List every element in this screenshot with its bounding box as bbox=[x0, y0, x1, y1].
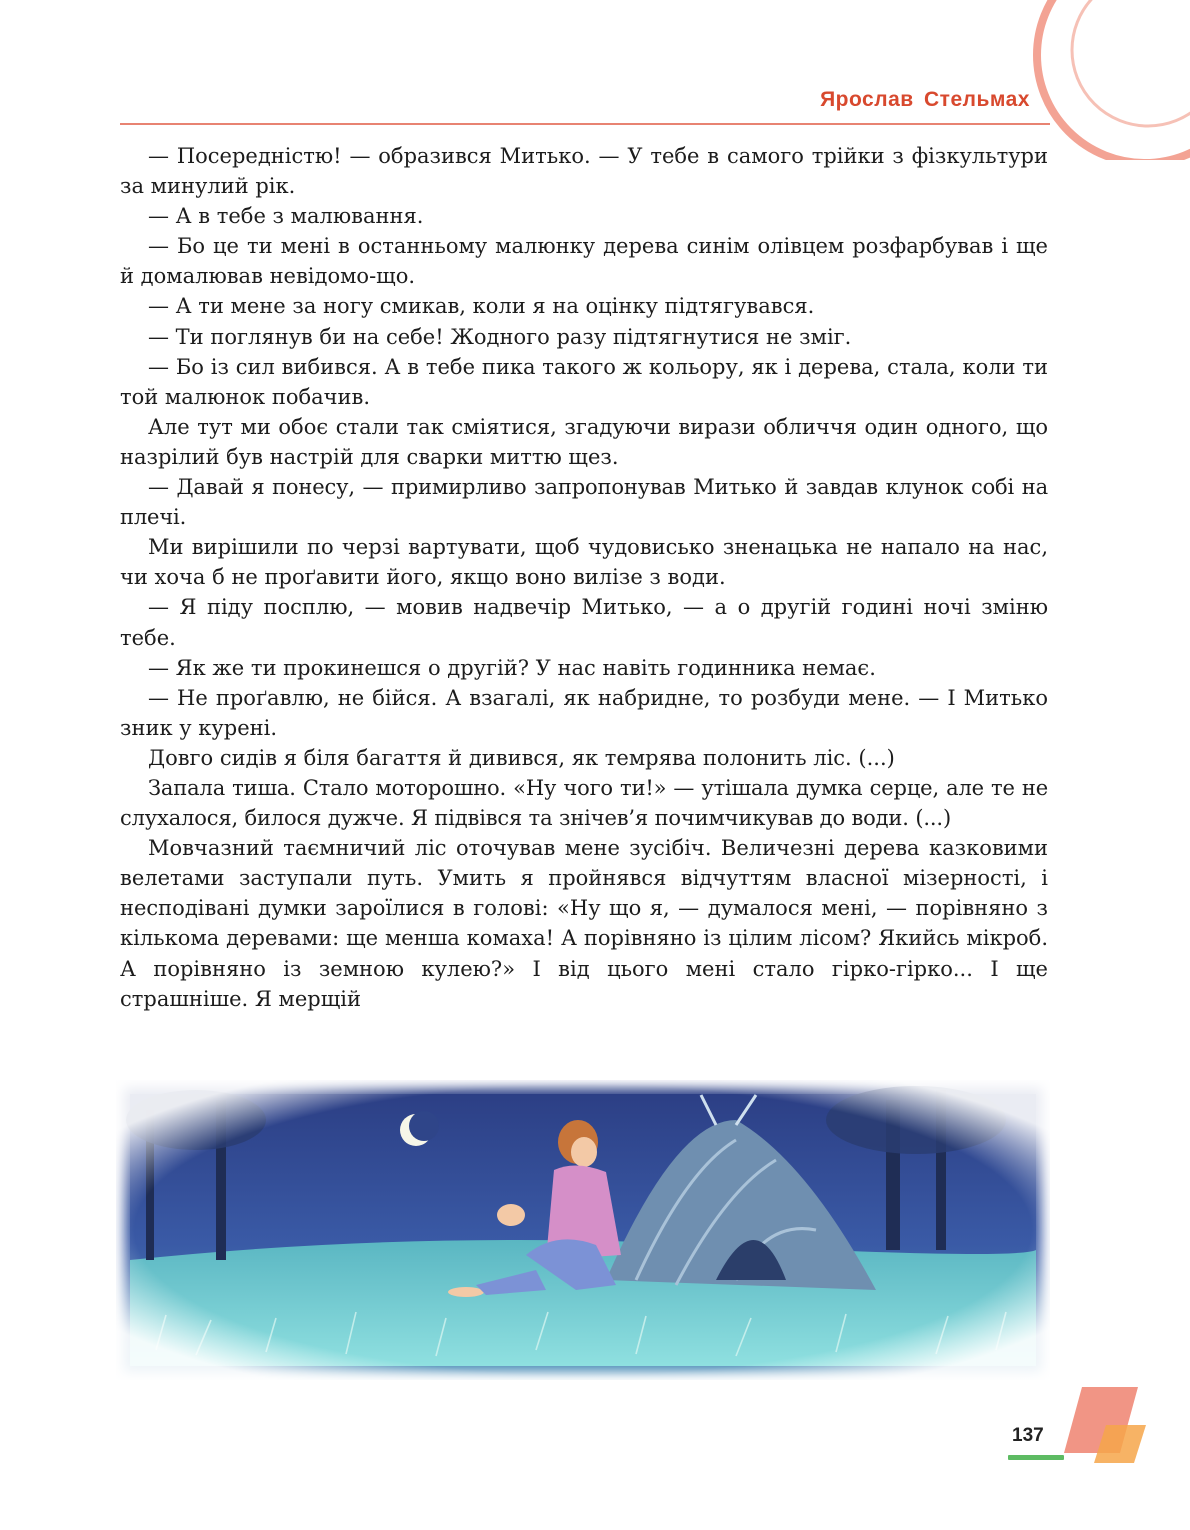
paragraph: — А в тебе з малювання. bbox=[148, 204, 424, 229]
paragraph: — Посередністю! — образився Митько. — У тебе в самого трійки з фізкультури за минулий рік. bbox=[120, 144, 1048, 199]
paragraph: — Не проґавлю, не бійся. А взагалі, як набридне, то розбуди мене. — І Митько зник у курені. bbox=[120, 685, 1048, 740]
paragraph: Запала тиша. Стало моторошно. «Ну чого ти!» — утішала думка серце, але те не слухалося, билося дужче. Я підвівся та знічев’я почимчикував до води. (...) bbox=[120, 775, 1048, 831]
paragraph: Довго сидів я біля багаття й дивився, як темрява полонить ліс. (...) bbox=[148, 745, 895, 770]
paragraph: — Як же ти прокинешся о другій? У нас навіть годинника немає. bbox=[148, 655, 876, 680]
story-text bbox=[120, 141, 1048, 1014]
paragraph: — Бо із сил вибився. А в тебе пика такого ж кольору, як і дерева, стала, коли ти той малюнок побачив. bbox=[120, 354, 1048, 409]
page-number: 137 bbox=[1012, 1425, 1044, 1446]
page-number-underline bbox=[1008, 1455, 1064, 1460]
paragraph: Мовчазний таємничий ліс оточував мене зусібіч. Величезні дерева казковими велетами заступали путь. Умить я пройнявся відчуттям власної мізерності, і несподівані думки зароїлися в голові: «Ну що я, — думалося мені, — порівняно з кількома деревами: ще менша комаха! А порівняно із цілим лісом? Якийсь мікроб. А порівняно із земною кулею?» І від цього мені стало гірко-гірко... І ще страшніше. Я мерщій bbox=[120, 836, 1048, 1011]
decorative-circles bbox=[0, 0, 1190, 160]
paragraph: Але тут ми обоє стали так сміятися, згадуючи вирази обличчя один одного, що назрілий був настрій для сварки миттю щез. bbox=[120, 414, 1048, 469]
author-name-header: Ярослав Стельмах bbox=[820, 88, 1030, 111]
corner-tab-decoration bbox=[1060, 1385, 1150, 1465]
paragraph: — Бо це ти мені в останньому малюнку дерева синім олівцем розфарбував і ще й домалював невідомо-що. bbox=[120, 234, 1048, 289]
paragraph: — А ти мене за ногу смикав, коли я на оцінку підтягувався. bbox=[148, 294, 815, 319]
paragraph: — Ти поглянув би на себе! Жодного разу підтягнутися не зміг. bbox=[148, 324, 852, 349]
night-forest-illustration bbox=[116, 1080, 1050, 1380]
paragraph: — Давай я понесу, — примирливо запропонував Митько й завдав клунок собі на плечі. bbox=[120, 475, 1048, 530]
paragraph: — Я піду посплю, — мовив надвечір Митько, — а о другій годині ночі зміню тебе. bbox=[120, 595, 1048, 650]
paragraph: Ми вирішили по черзі вартувати, щоб чудовисько зненацька не напало на нас, чи хоча б не проґавити його, якщо воно вилізе з води. bbox=[120, 535, 1048, 590]
